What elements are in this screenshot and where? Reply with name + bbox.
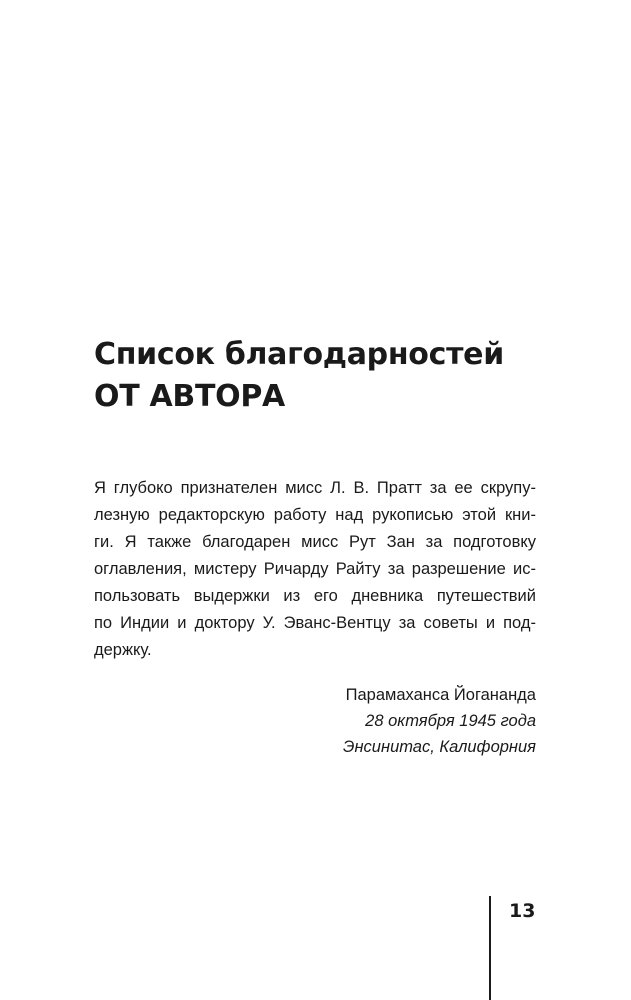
paragraph-line: держку. xyxy=(94,641,152,659)
author-signature xyxy=(343,682,536,760)
acknowledgements-paragraph xyxy=(94,475,536,664)
chapter-heading-line-1: Список благодарностей xyxy=(94,337,504,372)
author-name: Парамаханса Йогананда xyxy=(345,686,536,704)
paragraph-line: пользовать выдержки из его дневника путешествий xyxy=(94,587,536,605)
paragraph-line: по Индии и доктору У. Эванс-Вентцу за советы и под- xyxy=(94,614,536,632)
paragraph-line: лезную редакторскую работу над рукописью этой кни- xyxy=(94,506,536,524)
paragraph-line: оглавления, мистеру Ричарду Райту за разрешение ис- xyxy=(94,560,536,578)
chapter-heading-line-2: ОТ АВТОРА xyxy=(94,379,285,414)
chapter-heading xyxy=(94,334,504,418)
page-number: 13 xyxy=(509,900,536,922)
paragraph-line: Я глубоко признателен мисс Л. В. Пратт за ее скрупу- xyxy=(94,479,536,497)
signature-date: 28 октября 1945 года xyxy=(365,712,536,730)
paragraph-line: ги. Я также благодарен мисс Рут Зан за подготовку xyxy=(94,533,536,551)
signature-place: Энсинитас, Калифорния xyxy=(343,738,536,756)
page-number-rule xyxy=(489,896,491,1000)
